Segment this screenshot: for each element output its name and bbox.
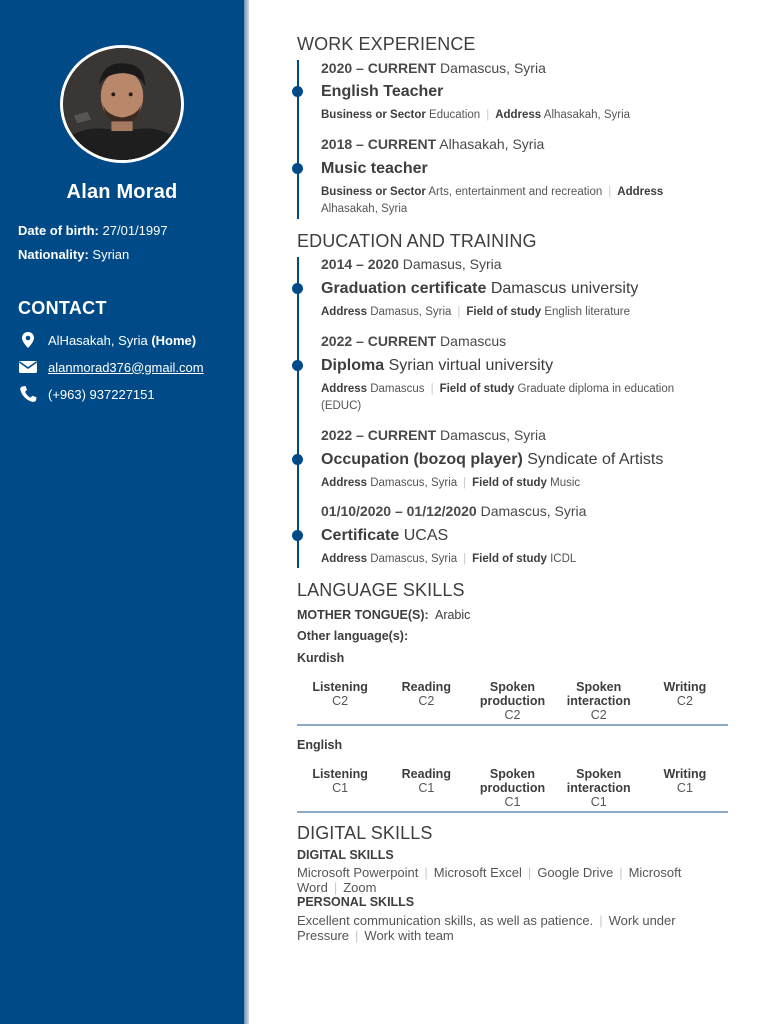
education-entry-date [321,427,546,443]
education-entry-title [321,357,553,375]
sidebar [0,0,244,1024]
date-range: 01/10/2020 – 01/12/2020 [321,503,477,519]
work-entry-date [321,136,544,152]
spoken-interaction-cell: Spoken interaction C2 [566,680,631,722]
location: Damascus, Syria [480,503,587,519]
contact-phone [18,385,155,403]
location: Damascus, Syria [440,60,546,76]
contact-heading: CONTACT [18,298,107,318]
timeline-dot [292,530,303,541]
contact-email [18,358,204,376]
education-entry-title [321,451,663,469]
education-entry-details: Address Damascus, Syria | Field of study ICDL [321,553,577,565]
address-label: Address [617,186,664,198]
work-experience-heading: WORK EXPERIENCE [297,34,476,54]
contact-address [18,331,196,349]
nationality [18,247,129,262]
date-of-birth [18,223,168,238]
date-range: 2020 – CURRENT [321,60,437,76]
nationality-label: Nationality: [18,247,89,262]
timeline-dot [292,163,303,174]
education-entry-date [321,333,506,349]
qualification: Occupation (bozoq player) [321,451,523,468]
address-label: Address [321,553,368,565]
timeline-dot [292,360,303,371]
language-name: Kurdish [297,651,345,665]
field-label: Field of study [472,553,547,565]
profile-photo [60,45,184,163]
work-entry-title [321,160,428,178]
education-entry-title [321,527,448,545]
skill-item: Work with team [364,927,454,943]
nationality-value: Syrian [92,247,130,262]
date-range: 2022 – CURRENT [321,427,437,443]
address-label: Address [321,306,368,318]
address-text: AlHasakah, Syria [48,332,148,348]
timeline-dot [292,454,303,465]
location: Alhasakah, Syria [439,136,545,152]
listening-cell: Listening C1 [312,767,368,795]
language-level-table [297,767,728,813]
work-entry-date [321,60,546,76]
language-level-table [297,680,728,726]
personal-skills-subheading: PERSONAL SKILLS [297,895,415,909]
language-skills-heading: LANGUAGE SKILLS [297,580,465,600]
field-value: English literature [544,306,631,318]
date-range: 2014 – 2020 [321,256,399,272]
institution: UCAS [403,527,449,544]
work-entry-details: Business or Sector Arts, entertainment and recreation | Address Alhasakah, Syria [321,186,664,215]
education-entry-details: Address Damascus, Syria | Field of study Music [321,477,581,489]
email-link[interactable]: alanmorad376@gmail.com [48,359,204,375]
institution: Syndicate of Artists [527,451,664,468]
field-label: Field of study [472,477,547,489]
envelope-icon [18,358,38,376]
date-range: 2022 – CURRENT [321,333,437,349]
skill-item: Google Drive [537,865,614,880]
address-value: Damascus, Syria [370,553,458,565]
dob-label: Date of birth: [18,223,99,238]
address-value: Damascus, Syria [370,477,458,489]
phone-text: (+963) 937227151 [48,386,155,402]
work-entry-title [321,83,443,101]
listening-cell: Listening C2 [312,680,368,708]
education-entry-date [321,256,502,272]
digital-skills-list: Microsoft Powerpoint | Microsoft Excel | Google Drive | Microsoft Word | Zoom [297,865,682,895]
work-entry-details: Business or Sector Education | Address Alhasakah, Syria [321,109,631,121]
qualification: Certificate [321,527,400,544]
field-label: Field of study [439,383,515,395]
address-label: Address [321,477,368,489]
location: Damascus, Syria [440,427,546,443]
skill-item: Microsoft Word [297,865,682,895]
sector-label: Business or Sector [321,109,426,121]
mother-tongue-value: Arabic [434,608,471,622]
address-value: Damascus [370,383,425,395]
education-heading: EDUCATION AND TRAINING [297,231,537,251]
field-value: Graduate diploma in education (EDUC) [321,383,675,412]
role: English Teacher [321,83,444,100]
address-value: Alhasakah, Syria [321,203,408,215]
address-value: Damasus, Syria [370,306,452,318]
qualification: Diploma [321,357,385,374]
address-label: Address [495,109,542,121]
date-range: 2018 – CURRENT [321,136,437,152]
profile-name: Alan Morad [66,181,178,203]
timeline-dot [292,86,303,97]
skill-item: Work under Pressure [297,913,676,943]
phone-icon [18,385,38,403]
sector-value: Education [429,109,481,121]
skill-item: Excellent communication skills, as well as patience. [297,913,594,928]
skill-item: Zoom [343,879,377,895]
skill-item: Microsoft Powerpoint [297,865,419,880]
field-value: ICDL [550,553,577,565]
address-label: Address [321,383,368,395]
education-entry-title [321,280,638,298]
location-pin-icon [18,331,38,349]
education-entry-details: Address Damasus, Syria | Field of study English literature [321,306,631,318]
work-timeline-line [297,60,299,219]
address-tag: (Home) [151,332,197,348]
field-label: Field of study [466,306,542,318]
reading-cell: Reading C1 [401,767,451,795]
education-entry-details: Address Damascus | Field of study Graduate diploma in education (EDUC) [321,383,675,412]
field-value: Music [550,477,581,489]
education-timeline-line [297,257,299,568]
spoken-production-cell: Spoken production C1 [479,767,546,809]
timeline-dot [292,283,303,294]
digital-skills-subheading: DIGITAL SKILLS [297,848,394,862]
education-entry-date [321,503,586,519]
writing-cell: Writing C2 [663,680,707,708]
skill-item: Microsoft Excel [433,865,522,880]
institution: Damascus university [490,280,639,297]
qualification: Graduation certificate [321,280,487,297]
other-languages-label: Other language(s): [297,629,409,643]
address-value: Alhasakah, Syria [543,109,631,121]
reading-cell: Reading C2 [401,680,451,708]
digital-skills-heading: DIGITAL SKILLS [297,823,433,843]
sidebar-edge-divider [244,0,249,1024]
personal-skills-list: Excellent communication skills, as well as patience. | Work under Pressure | Work with team [297,913,676,943]
portrait-image [63,48,181,160]
location: Damasus, Syria [402,256,502,272]
sector-value: Arts, entertainment and recreation [428,186,603,198]
sector-label: Business or Sector [321,186,426,198]
language-name: English [297,738,343,752]
dob-value: 27/01/1997 [102,223,168,238]
mother-tongue-label: MOTHER TONGUE(S): [297,608,429,622]
spoken-interaction-cell: Spoken interaction C1 [566,767,631,809]
mother-tongue [297,608,470,622]
spoken-production-cell: Spoken production C2 [479,680,546,722]
role: Music teacher [321,160,428,177]
location: Damascus [440,333,507,349]
institution: Syrian virtual university [388,357,554,374]
writing-cell: Writing C1 [663,767,707,795]
